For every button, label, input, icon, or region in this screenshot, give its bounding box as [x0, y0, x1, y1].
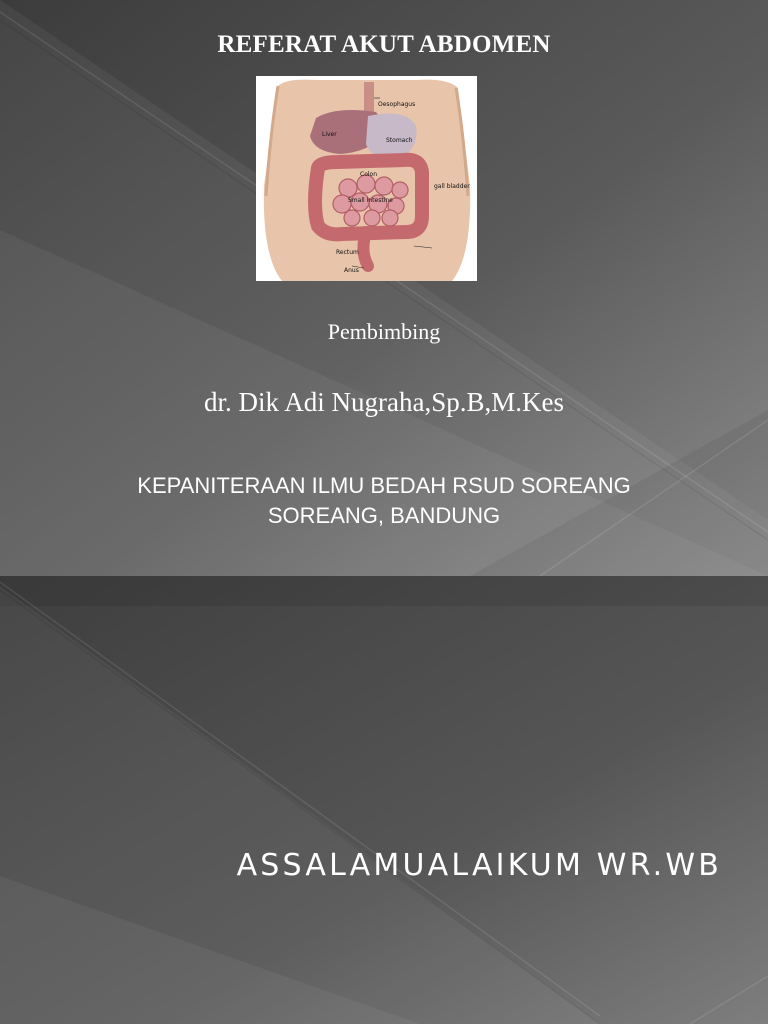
label-liver: Liver — [322, 131, 337, 138]
supervisor-role: Pembimbing — [327, 319, 441, 344]
slide-title: REFERAT AKUT ABDOMEN — [217, 31, 551, 58]
institution-line-2: SOREANG, BANDUNG — [267, 503, 501, 528]
label-anus: Anus — [344, 267, 359, 274]
label-colon: Colon — [360, 171, 378, 178]
label-gall-bladder: gall bladder — [434, 183, 470, 190]
label-rectum: Rectum — [336, 249, 359, 256]
slide-2 — [0, 576, 768, 1024]
label-oesophagus: Oesophagus — [378, 101, 416, 108]
label-small-intestine: Small Intestine — [348, 197, 393, 204]
supervisor-name: dr. Dik Adi Nugraha,Sp.B,M.Kes — [204, 387, 564, 417]
label-stomach: Stomach — [386, 137, 413, 144]
slide-background — [0, 576, 768, 1024]
institution-line-1: KEPANITERAAN ILMU BEDAH RSUD SOREANG — [137, 473, 631, 498]
anatomy-image — [256, 76, 477, 281]
greeting-text: ASSALAMUALAIKUM WR.WB — [236, 848, 722, 883]
